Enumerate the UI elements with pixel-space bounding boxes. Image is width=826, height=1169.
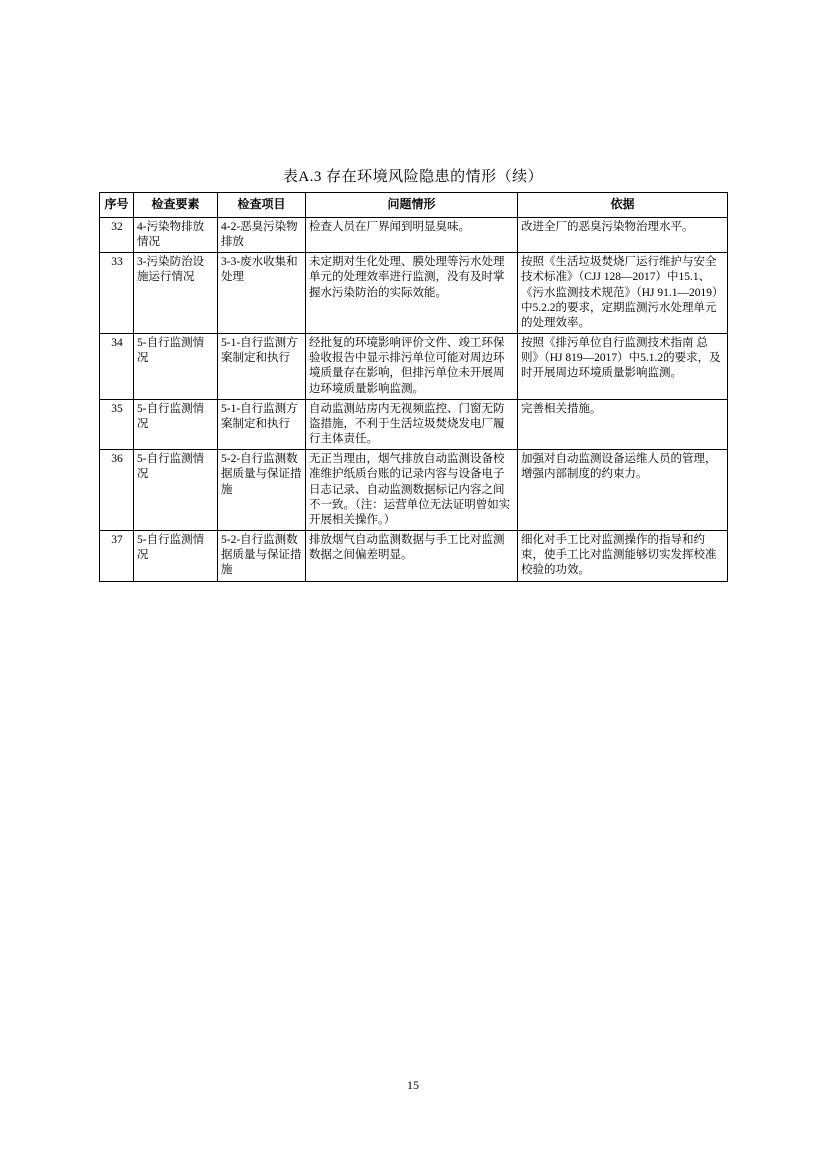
cell-no: 36 [100, 450, 134, 531]
cell-problem: 检查人员在厂界闻到明显臭味。 [306, 217, 518, 252]
column-header-basis: 依据 [518, 193, 728, 218]
cell-item: 5-1-自行监测方案制定和执行 [218, 399, 306, 450]
table-header [100, 193, 728, 218]
table-row [100, 531, 728, 582]
table-header-row [100, 193, 728, 218]
page-title: 表A.3 存在环境风险隐患的情形（续） [282, 169, 544, 185]
cell-element: 5-自行监测情况 [134, 399, 218, 450]
cell-element: 5-自行监测情况 [134, 531, 218, 582]
cell-no: 35 [100, 399, 134, 450]
cell-element: 5-自行监测情况 [134, 334, 218, 400]
cell-basis: 加强对自动监测设备运维人员的管理，增强内部制度的约束力。 [518, 450, 728, 531]
cell-element: 3-污染防治设施运行情况 [134, 253, 218, 334]
cell-item: 4-2-恶臭污染物排放 [218, 217, 306, 252]
cell-element: 4-污染物排放情况 [134, 217, 218, 252]
cell-item: 5-1-自行监测方案制定和执行 [218, 334, 306, 400]
cell-problem: 经批复的环境影响评价文件、竣工环保验收报告中显示排污单位可能对周边环境质量存在影响，但排污单位未开展周边环境质量影响监测。 [306, 334, 518, 400]
cell-basis: 细化对手工比对监测操作的指导和约束，使手工比对监测能够切实发挥校准校验的功效。 [518, 531, 728, 582]
cell-basis: 完善相关措施。 [518, 399, 728, 450]
cell-basis: 按照《排污单位自行监测技术指南 总则》（HJ 819—2017）中5.1.2的要求，及时开展周边环境质量影响监测。 [518, 334, 728, 400]
cell-problem: 自动监测站房内无视频监控、门窗无防盗措施，不利于生活垃圾焚烧发电厂履行主体责任。 [306, 399, 518, 450]
cell-basis: 改进全厂的恶臭污染物治理水平。 [518, 217, 728, 252]
cell-problem: 排放烟气自动监测数据与手工比对监测数据之间偏差明显。 [306, 531, 518, 582]
table-row [100, 450, 728, 531]
table-row [100, 217, 728, 252]
cell-item: 3-3-废水收集和处理 [218, 253, 306, 334]
page-number: 15 [407, 1078, 419, 1092]
table-body [100, 217, 728, 581]
column-header-no: 序号 [100, 193, 134, 218]
column-header-element: 检查要素 [134, 193, 218, 218]
column-header-item: 检查项目 [218, 193, 306, 218]
cell-element: 5-自行监测情况 [134, 450, 218, 531]
cell-basis: 按照《生活垃圾焚烧厂运行维护与安全技术标准》（CJJ 128—2017）中15.1、《污水监测技术规范》（HJ 91.1—2019）中5.2.2的要求，定期监测污水处理单元的处理效率。 [518, 253, 728, 334]
table-row [100, 399, 728, 450]
cell-item: 5-2-自行监测数据质量与保证措施 [218, 450, 306, 531]
cell-no: 37 [100, 531, 134, 582]
cell-no: 33 [100, 253, 134, 334]
table-row [100, 334, 728, 400]
risk-hazard-table [99, 192, 728, 582]
cell-no: 32 [100, 217, 134, 252]
cell-problem: 未定期对生化处理、膜处理等污水处理单元的处理效率进行监测，没有及时掌握水污染防治的实际效能。 [306, 253, 518, 334]
column-header-problem: 问题情形 [306, 193, 518, 218]
table-row [100, 253, 728, 334]
cell-no: 34 [100, 334, 134, 400]
cell-item: 5-2-自行监测数据质量与保证措施 [218, 531, 306, 582]
cell-problem: 无正当理由，烟气排放自动监测设备校准维护纸质台账的记录内容与设备电子日志记录、自动监测数据标记内容之间不一致。（注：运营单位无法证明曾如实开展相关操作。） [306, 450, 518, 531]
